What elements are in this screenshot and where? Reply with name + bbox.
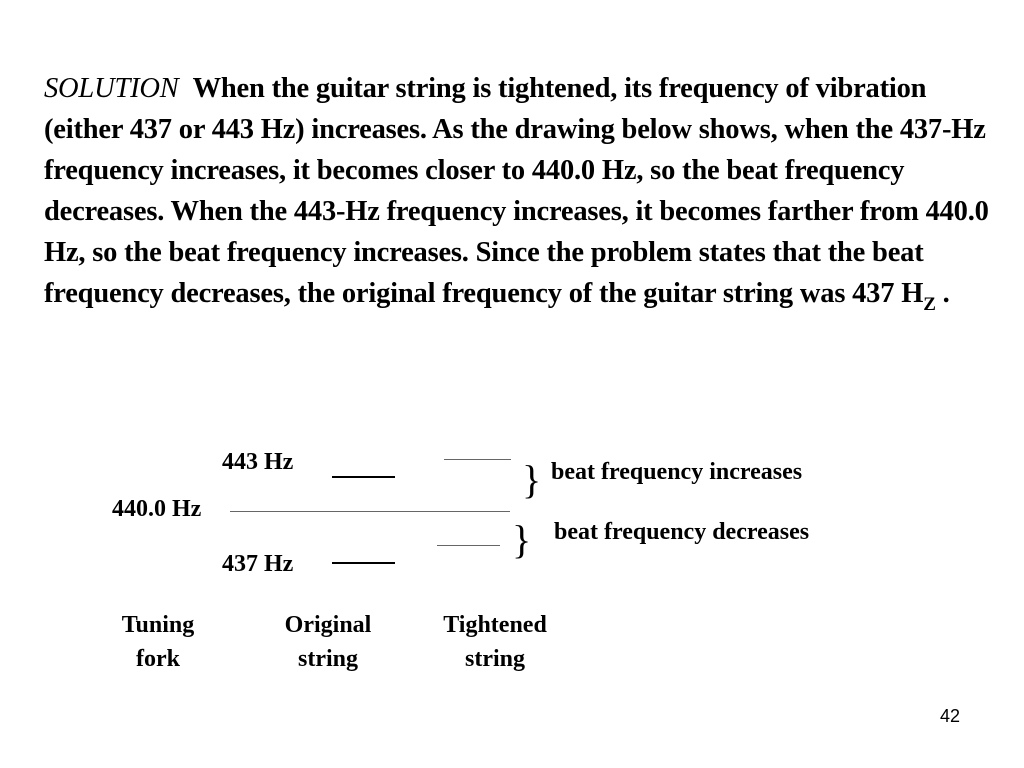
solution-paragraph: [44, 68, 1004, 317]
original-443-line: [332, 476, 395, 478]
page-number: 42: [940, 706, 961, 726]
solution-end-punct: .: [935, 278, 950, 309]
beat-increase-note: beat frequency increases: [551, 459, 803, 485]
freq-label-437: 437 Hz: [222, 551, 294, 577]
tightened-443-line: [444, 459, 511, 460]
column-label-tuning-fork: Tuning fork: [121, 612, 195, 672]
tuning-fork-line: [230, 511, 510, 512]
column-label-original-string: Original string: [284, 612, 372, 672]
decrease-brace: }: [512, 517, 532, 562]
solution-body: When the guitar string is tightened, its frequency of vibration (either 437 or 443 Hz) increases. As the drawing below shows, when the 437-Hz frequency increases, it becomes closer to 440.0 Hz, so the beat frequency decreases. When the 443-Hz frequency increases, it becomes farther from 440.0 Hz, so the beat frequency increases. Since the problem states that the beat frequency decreases, the original frequency of the guitar string was 437 H: [44, 73, 989, 309]
column-label-tightened-string: Tightened string: [443, 612, 547, 672]
beat-decrease-note: beat frequency decreases: [554, 519, 810, 545]
freq-label-443: 443 Hz: [222, 449, 294, 475]
solution-unit-subscript: Z: [923, 294, 936, 315]
freq-label-440: 440.0 Hz: [112, 496, 202, 522]
increase-brace: }: [522, 457, 542, 502]
original-437-line: [332, 562, 395, 564]
tightened-437-line: [437, 545, 500, 546]
solution-label: SOLUTION: [44, 73, 179, 104]
